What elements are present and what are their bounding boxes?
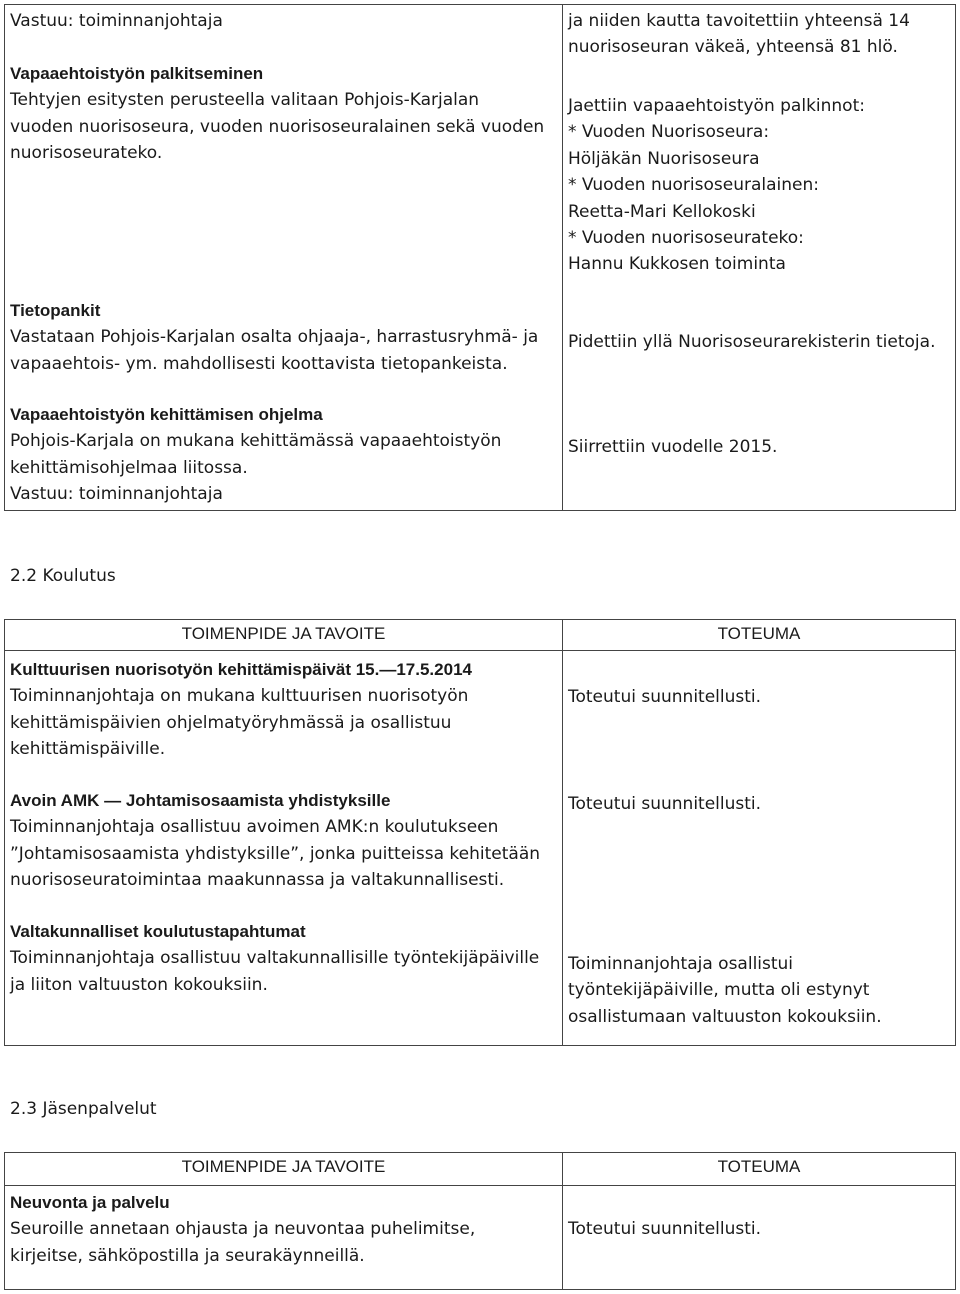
reward-line: nuorisoseurateko. xyxy=(10,143,163,164)
development-line: Pohjois-Karjala on mukana kehittämässä vapaaehtoistyön xyxy=(10,431,502,452)
development-line: Vastuu: toiminnanjohtaja xyxy=(10,484,223,505)
training-item-title: Kulttuurisen nuorisotyön kehittämispäivät 15.—17.5.2014 xyxy=(10,660,472,679)
member-item-result: Toteutui suunnitellusti. xyxy=(568,1219,762,1239)
training-item-line: kehittämispäiville. xyxy=(10,739,166,760)
awards-list xyxy=(568,93,865,278)
training-item-line: nuorisoseuratoimintaa maakunnassa ja valtakunnallisesti. xyxy=(10,870,505,891)
training-header-action: TOIMENPIDE JA TAVOITE xyxy=(181,624,386,643)
training-item-line: kehittämispäivien ohjelmatyöryhmässä ja osallistuu xyxy=(10,712,452,733)
result-line: Toiminnanjohtaja osallistui xyxy=(568,954,794,974)
member-item-line: Seuroille annetaan ohjausta ja neuvontaa puhelimitse, xyxy=(10,1219,476,1240)
training-item xyxy=(10,657,472,763)
member-item xyxy=(10,1190,475,1269)
awards-line: Höljäkän Nuorisoseura xyxy=(568,148,760,169)
training-header-result: TOTEUMA xyxy=(717,624,801,643)
training-item-title: Valtakunnalliset koulutustapahtumat xyxy=(10,922,306,941)
reward-section xyxy=(10,61,544,167)
member-item-title: Neuvonta ja palvelu xyxy=(10,1193,170,1212)
training-item xyxy=(10,788,540,894)
development-title: Vapaaehtoistyön kehittämisen ohjelma xyxy=(10,405,323,424)
training-item-line: Toiminnanjohtaja osallistuu valtakunnallisille työntekijäpäiville xyxy=(10,948,540,969)
reward-title: Vapaaehtoistyön palkitseminen xyxy=(10,64,264,83)
awards-line: * Vuoden Nuorisoseura: xyxy=(568,122,770,143)
awards-line: Hannu Kukkosen toiminta xyxy=(568,254,786,275)
result-line: työntekijäpäiville, mutta oli estynyt xyxy=(568,980,870,1001)
training-item-line: ja liiton valtuuston kokouksiin. xyxy=(10,974,268,995)
awards-line: Jaettiin vapaaehtoistyön palkinnot: xyxy=(568,96,865,116)
intro-line: nuorisoseuran väkeä, yhteensä 81 hlö. xyxy=(568,37,898,58)
section-title-training: 2.2 Koulutus xyxy=(10,566,116,586)
training-item-line: Toiminnanjohtaja on mukana kulttuurisen nuorisotyön xyxy=(10,686,469,707)
databank-result: Pidettiin yllä Nuorisoseurarekisterin tietoja. xyxy=(568,332,936,352)
training-item-line: ”Johtamisosaamista yhdistyksille”, jonka puitteissa kehitetään xyxy=(10,843,541,864)
reward-line: vuoden nuorisoseura, vuoden nuorisoseuralainen sekä vuoden xyxy=(10,116,545,137)
training-item-result: Toteutui suunnitellusti. xyxy=(568,794,762,814)
reward-line: Tehtyjen esitysten perusteella valitaan Pohjois-Karjalan xyxy=(10,90,480,111)
responsibility-text: Vastuu: toiminnanjohtaja xyxy=(10,11,223,31)
result-line: osallistumaan valtuuston kokouksiin. xyxy=(568,1006,882,1027)
training-item-title: Avoin AMK — Johtamisosaamista yhdistyksille xyxy=(10,791,391,810)
databank-title: Tietopankit xyxy=(10,301,101,320)
databank-line: Vastataan Pohjois-Karjalan osalta ohjaaja-, harrastusryhmä- ja xyxy=(10,327,539,348)
databank-line: vapaaehtois- ym. mahdollisesti koottavista tietopankeista. xyxy=(10,353,508,374)
awards-line: * Vuoden nuorisoseurateko: xyxy=(568,228,804,249)
awards-line: Reetta-Mari Kellokoski xyxy=(568,201,756,222)
right-intro xyxy=(568,8,910,61)
section-title-member-services: 2.3 Jäsenpalvelut xyxy=(10,1099,157,1119)
left-column-text xyxy=(10,8,223,34)
member-item-line: kirjeitse, sähköpostilla ja seurakäynneillä. xyxy=(10,1245,365,1266)
training-item-result xyxy=(568,951,882,1030)
development-result: Siirrettiin vuodelle 2015. xyxy=(568,437,778,457)
development-section xyxy=(10,402,501,508)
development-line: kehittämisohjelmaa liitossa. xyxy=(10,457,248,478)
training-item-result: Toteutui suunnitellusti. xyxy=(568,687,762,707)
training-item-line: Toiminnanjohtaja osallistuu avoimen AMK:n koulutukseen xyxy=(10,817,499,838)
member-header-action: TOIMENPIDE JA TAVOITE xyxy=(181,1157,386,1176)
databank-section xyxy=(10,298,538,377)
training-item xyxy=(10,919,539,998)
intro-line: ja niiden kautta tavoitettiin yhteensä 14 xyxy=(568,11,910,31)
awards-line: * Vuoden nuorisoseuralainen: xyxy=(568,175,819,196)
member-header-result: TOTEUMA xyxy=(717,1157,801,1176)
